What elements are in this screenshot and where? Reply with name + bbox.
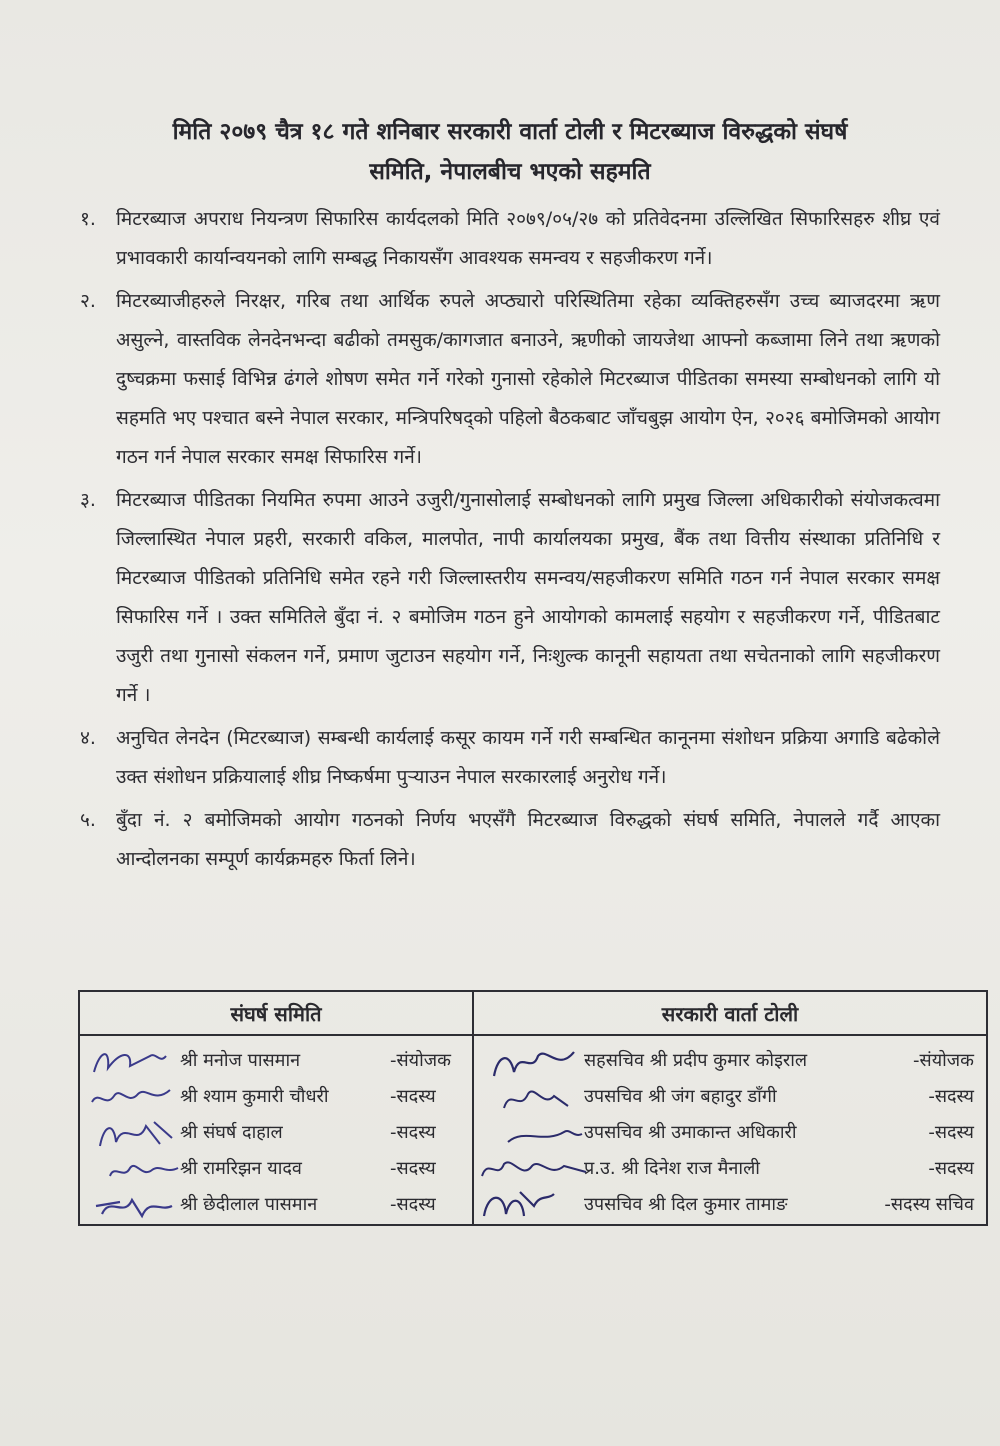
- point-number: २.: [80, 290, 96, 312]
- signatory-role: -संयोजक: [390, 1050, 451, 1071]
- handwritten-signature: [474, 1042, 594, 1082]
- signatory-name: श्री संघर्ष दाहाल: [180, 1122, 283, 1143]
- agreement-point: [80, 481, 940, 715]
- document-title: [60, 112, 960, 192]
- signatory-row: [474, 1078, 986, 1114]
- signatory-name: प्र.उ. श्री दिनेश राज मैनाली: [584, 1158, 760, 1179]
- point-text: मिटरब्याजीहरुले निरक्षर, गरिब तथा आर्थिक रुपले अप्ठ्यारो परिस्थितिमा रहेका व्यक्तिहरुसँग उच्च ब्याजदरमा ऋण असुल्ने, वास्तविक लेनदेनभन्दा बढीको तमसुक/कागजात बनाउने, ऋणीको जायजेथा आफ्नो कब्जामा लिने तथा ऋणको दुष्चक्रमा फसाई विभिन्न ढंगले शोषण समेत गर्ने गरेको गुनासो रहेकोले मिटरब्याज पीडितका समस्या सम्बोधनको लागि यो सहमति भए पश्चात बस्ने नेपाल सरकार, मन्त्रिपरिषद्को पहिलो बैठकबाट जाँचबुझ आयोग ऐन, २०२६ बमोजिमको आयोग गठन गर्न नेपाल सरकार समक्ष सिफारिस गर्ने।: [116, 290, 940, 468]
- point-number: ५.: [80, 809, 96, 831]
- signatory-row: [474, 1150, 986, 1186]
- signatory-name: श्री छेदीलाल पासमान: [180, 1194, 318, 1215]
- point-number: १.: [80, 208, 96, 230]
- signature-table: [78, 990, 988, 1226]
- signatory-name: श्री मनोज पासमान: [180, 1050, 301, 1071]
- struggle-committee-heading: संघर्ष समिति: [80, 992, 472, 1036]
- signatory-role: -सदस्य: [390, 1122, 436, 1143]
- signatory-role: -सदस्य: [928, 1158, 974, 1179]
- struggle-committee-column: [80, 992, 474, 1224]
- point-text: मिटरब्याज पीडितका नियमित रुपमा आउने उजुरी/गुनासोलाई सम्बोधनको लागि प्रमुख जिल्ला अधिकारीको संयोजकत्वमा जिल्लास्थित नेपाल प्रहरी, सरकारी वकिल, मालपोत, नापी कार्यालयका प्रमुख, बैंक तथा वित्तीय संस्थाका प्रतिनिधि र मिटरब्याज पीडितको प्रतिनिधि समेत रहने गरी जिल्लास्तरीय समन्वय/सहजीकरण समिति गठन गर्न नेपाल सरकार समक्ष सिफारिस गर्ने । उक्त समितिले बुँदा नं. २ बमोजिम गठन हुने आयोगको कामलाई सहयोग र सहजीकरण गर्ने, पीडितबाट उजुरी तथा गुनासो संकलन गर्ने, प्रमाण जुटाउन सहयोग गर्ने, निःशुल्क कानूनी सहायता तथा सचेतनाको लागि सहजीकरण गर्ने ।: [116, 489, 940, 706]
- handwritten-signature: [474, 1078, 594, 1118]
- signatory-row: [80, 1042, 472, 1078]
- signatory-row: [80, 1150, 472, 1186]
- point-number: ३.: [80, 489, 96, 511]
- handwritten-signature: [474, 1186, 594, 1226]
- signatory-name: उपसचिव श्री उमाकान्त अधिकारी: [584, 1122, 797, 1143]
- handwritten-signature: [474, 1150, 594, 1190]
- signatory-name: सहसचिव श्री प्रदीप कुमार कोइराल: [584, 1050, 808, 1071]
- handwritten-signature: [80, 1150, 190, 1190]
- handwritten-signature: [80, 1186, 190, 1226]
- agreement-point: [80, 801, 940, 879]
- signatory-role: -सदस्य सचिव: [884, 1194, 974, 1215]
- agreement-points: [80, 200, 940, 883]
- signatory-row: [80, 1114, 472, 1150]
- signatory-role: -सदस्य: [390, 1158, 436, 1179]
- signatory-role: -सदस्य: [928, 1122, 974, 1143]
- signatory-row: [80, 1078, 472, 1114]
- agreement-point: [80, 282, 940, 477]
- signatory-name: श्री श्याम कुमारी चौधरी: [180, 1086, 329, 1107]
- signatory-name: श्री रामरिझन यादव: [180, 1158, 302, 1179]
- signatory-row: [474, 1114, 986, 1150]
- handwritten-signature: [474, 1114, 594, 1154]
- point-text: अनुचित लेनदेन (मिटरब्याज) सम्बन्धी कार्यलाई कसूर कायम गर्ने गरी सम्बन्धित कानूनमा संशोधन प्रक्रिया अगाडि बढेकोले उक्त संशोधन प्रक्रियालाई शीघ्र निष्कर्षमा पुऱ्याउन नेपाल सरकारलाई अनुरोध गर्ने।: [116, 727, 940, 788]
- agreement-point: [80, 200, 940, 278]
- handwritten-signature: [80, 1114, 190, 1154]
- signatory-role: -सदस्य: [390, 1194, 436, 1215]
- government-team-heading: सरकारी वार्ता टोली: [474, 992, 986, 1036]
- signatory-role: -संयोजक: [913, 1050, 974, 1071]
- signatory-row: [474, 1186, 986, 1222]
- signatory-name: उपसचिव श्री दिल कुमार तामाङ: [584, 1194, 788, 1215]
- title-line-1: मिति २०७९ चैत्र १८ गते शनिबार सरकारी वार्ता टोली र मिटरब्याज विरुद्धको संघर्ष: [172, 119, 848, 145]
- handwritten-signature: [80, 1042, 190, 1082]
- signatory-role: -सदस्य: [928, 1086, 974, 1107]
- agreement-point: [80, 719, 940, 797]
- title-line-2: समिति, नेपालबीच भएको सहमति: [369, 159, 651, 185]
- signatory-role: -सदस्य: [390, 1086, 436, 1107]
- signatory-name: उपसचिव श्री जंग बहादुर डाँगी: [584, 1086, 777, 1107]
- government-team-column: [474, 992, 986, 1224]
- point-text: बुँदा नं. २ बमोजिमको आयोग गठनको निर्णय भएसँगै मिटरब्याज विरुद्धको संघर्ष समिति, नेपालले गर्दै आएका आन्दोलनका सम्पूर्ण कार्यक्रमहरु फिर्ता लिने।: [116, 809, 940, 870]
- signatory-row: [80, 1186, 472, 1222]
- signatory-row: [474, 1042, 986, 1078]
- point-number: ४.: [80, 727, 96, 749]
- point-text: मिटरब्याज अपराध नियन्त्रण सिफारिस कार्यदलको मिति २०७९/०५/२७ को प्रतिवेदनमा उल्लिखित सिफारिसहरु शीघ्र एवं प्रभावकारी कार्यान्वयनको लागि सम्बद्ध निकायसँग आवश्यक समन्वय र सहजीकरण गर्ने।: [116, 208, 940, 269]
- handwritten-signature: [80, 1078, 190, 1118]
